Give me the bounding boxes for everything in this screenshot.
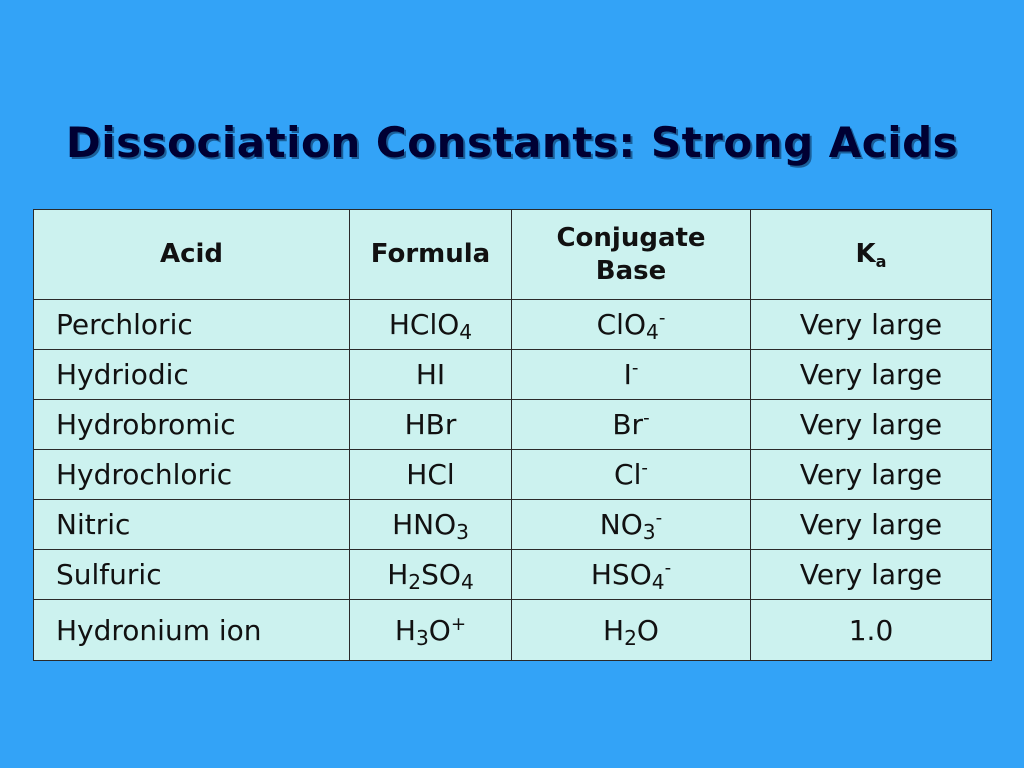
ka-value-cell: 1.0 bbox=[751, 600, 992, 661]
subscript: 4 bbox=[460, 570, 474, 595]
header-formula: Formula bbox=[350, 210, 512, 300]
header-acid: Acid bbox=[34, 210, 350, 300]
table-header-row bbox=[34, 210, 992, 300]
formula-text: HSO bbox=[590, 558, 652, 591]
formula-text: O bbox=[428, 613, 451, 647]
conjugate-base-cell bbox=[512, 500, 751, 550]
formula-cell bbox=[350, 350, 512, 400]
acid-name-cell: Hydrochloric bbox=[34, 450, 350, 500]
superscript: - bbox=[655, 508, 663, 529]
conjugate-base-cell bbox=[512, 400, 751, 450]
formula-cell bbox=[350, 600, 512, 661]
formula-cell bbox=[350, 550, 512, 600]
acid-name-cell: Nitric bbox=[34, 500, 350, 550]
conjugate-base-cell bbox=[512, 450, 751, 500]
acid-name-cell: Hydronium ion bbox=[34, 600, 350, 661]
formula-text: HCl bbox=[406, 458, 455, 491]
formula-text: SO bbox=[421, 558, 461, 591]
ka-value-cell: Very large bbox=[751, 350, 992, 400]
subscript: 4 bbox=[651, 570, 665, 595]
superscript: + bbox=[450, 613, 467, 635]
slide-title: Dissociation Constants: Strong Acids bbox=[65, 118, 959, 167]
formula-text: HBr bbox=[404, 408, 457, 441]
superscript: - bbox=[641, 458, 648, 479]
ka-value-cell: Very large bbox=[751, 500, 992, 550]
acid-name-cell: Hydrobromic bbox=[34, 400, 350, 450]
ka-value-cell: Very large bbox=[751, 450, 992, 500]
superscript: - bbox=[643, 408, 650, 429]
formula-text: NO bbox=[599, 508, 643, 541]
subscript: 3 bbox=[415, 625, 429, 650]
formula-text: H bbox=[603, 613, 625, 647]
formula-text: HClO bbox=[388, 308, 460, 341]
table-row bbox=[34, 300, 992, 350]
conjugate-base-cell bbox=[512, 300, 751, 350]
header-ka-symbol: K bbox=[855, 238, 876, 269]
formula-text: O bbox=[636, 613, 659, 647]
superscript: - bbox=[664, 558, 672, 579]
acid-name-cell: Hydriodic bbox=[34, 350, 350, 400]
subscript: 4 bbox=[459, 320, 473, 345]
formula-cell bbox=[350, 450, 512, 500]
dissociation-constants-table bbox=[33, 209, 992, 661]
table-body bbox=[34, 300, 992, 661]
formula-text: ClO bbox=[596, 308, 646, 341]
subscript: 2 bbox=[624, 625, 637, 650]
subscript: 3 bbox=[642, 520, 656, 545]
subscript: 3 bbox=[456, 520, 469, 545]
conjugate-base-cell bbox=[512, 600, 751, 661]
formula-text: I bbox=[623, 358, 632, 391]
formula-cell bbox=[350, 500, 512, 550]
subscript: 4 bbox=[645, 320, 659, 345]
table-row bbox=[34, 500, 992, 550]
acid-name-cell: Perchloric bbox=[34, 300, 350, 350]
table-row bbox=[34, 550, 992, 600]
table-row bbox=[34, 600, 992, 661]
header-ka-subscript: a bbox=[875, 251, 887, 271]
conjugate-base-cell bbox=[512, 550, 751, 600]
conjugate-base-cell bbox=[512, 350, 751, 400]
subscript: 2 bbox=[408, 570, 422, 595]
header-conjugate-base: Conjugate Base bbox=[512, 210, 751, 300]
header-ka bbox=[751, 210, 992, 300]
formula-text: H bbox=[387, 558, 409, 591]
formula-text: Br bbox=[612, 408, 644, 441]
ka-value-cell: Very large bbox=[751, 550, 992, 600]
formula-text: Cl bbox=[614, 458, 642, 491]
ka-value-cell: Very large bbox=[751, 300, 992, 350]
superscript: - bbox=[631, 358, 639, 379]
superscript: - bbox=[658, 308, 666, 329]
formula-text: H bbox=[394, 613, 416, 647]
formula-text: HI bbox=[415, 358, 446, 391]
formula-cell bbox=[350, 300, 512, 350]
table-row bbox=[34, 350, 992, 400]
table-row bbox=[34, 450, 992, 500]
ka-value-cell: Very large bbox=[751, 400, 992, 450]
formula-cell bbox=[350, 400, 512, 450]
formula-text: HNO bbox=[392, 508, 457, 541]
acid-name-cell: Sulfuric bbox=[34, 550, 350, 600]
table-row bbox=[34, 400, 992, 450]
